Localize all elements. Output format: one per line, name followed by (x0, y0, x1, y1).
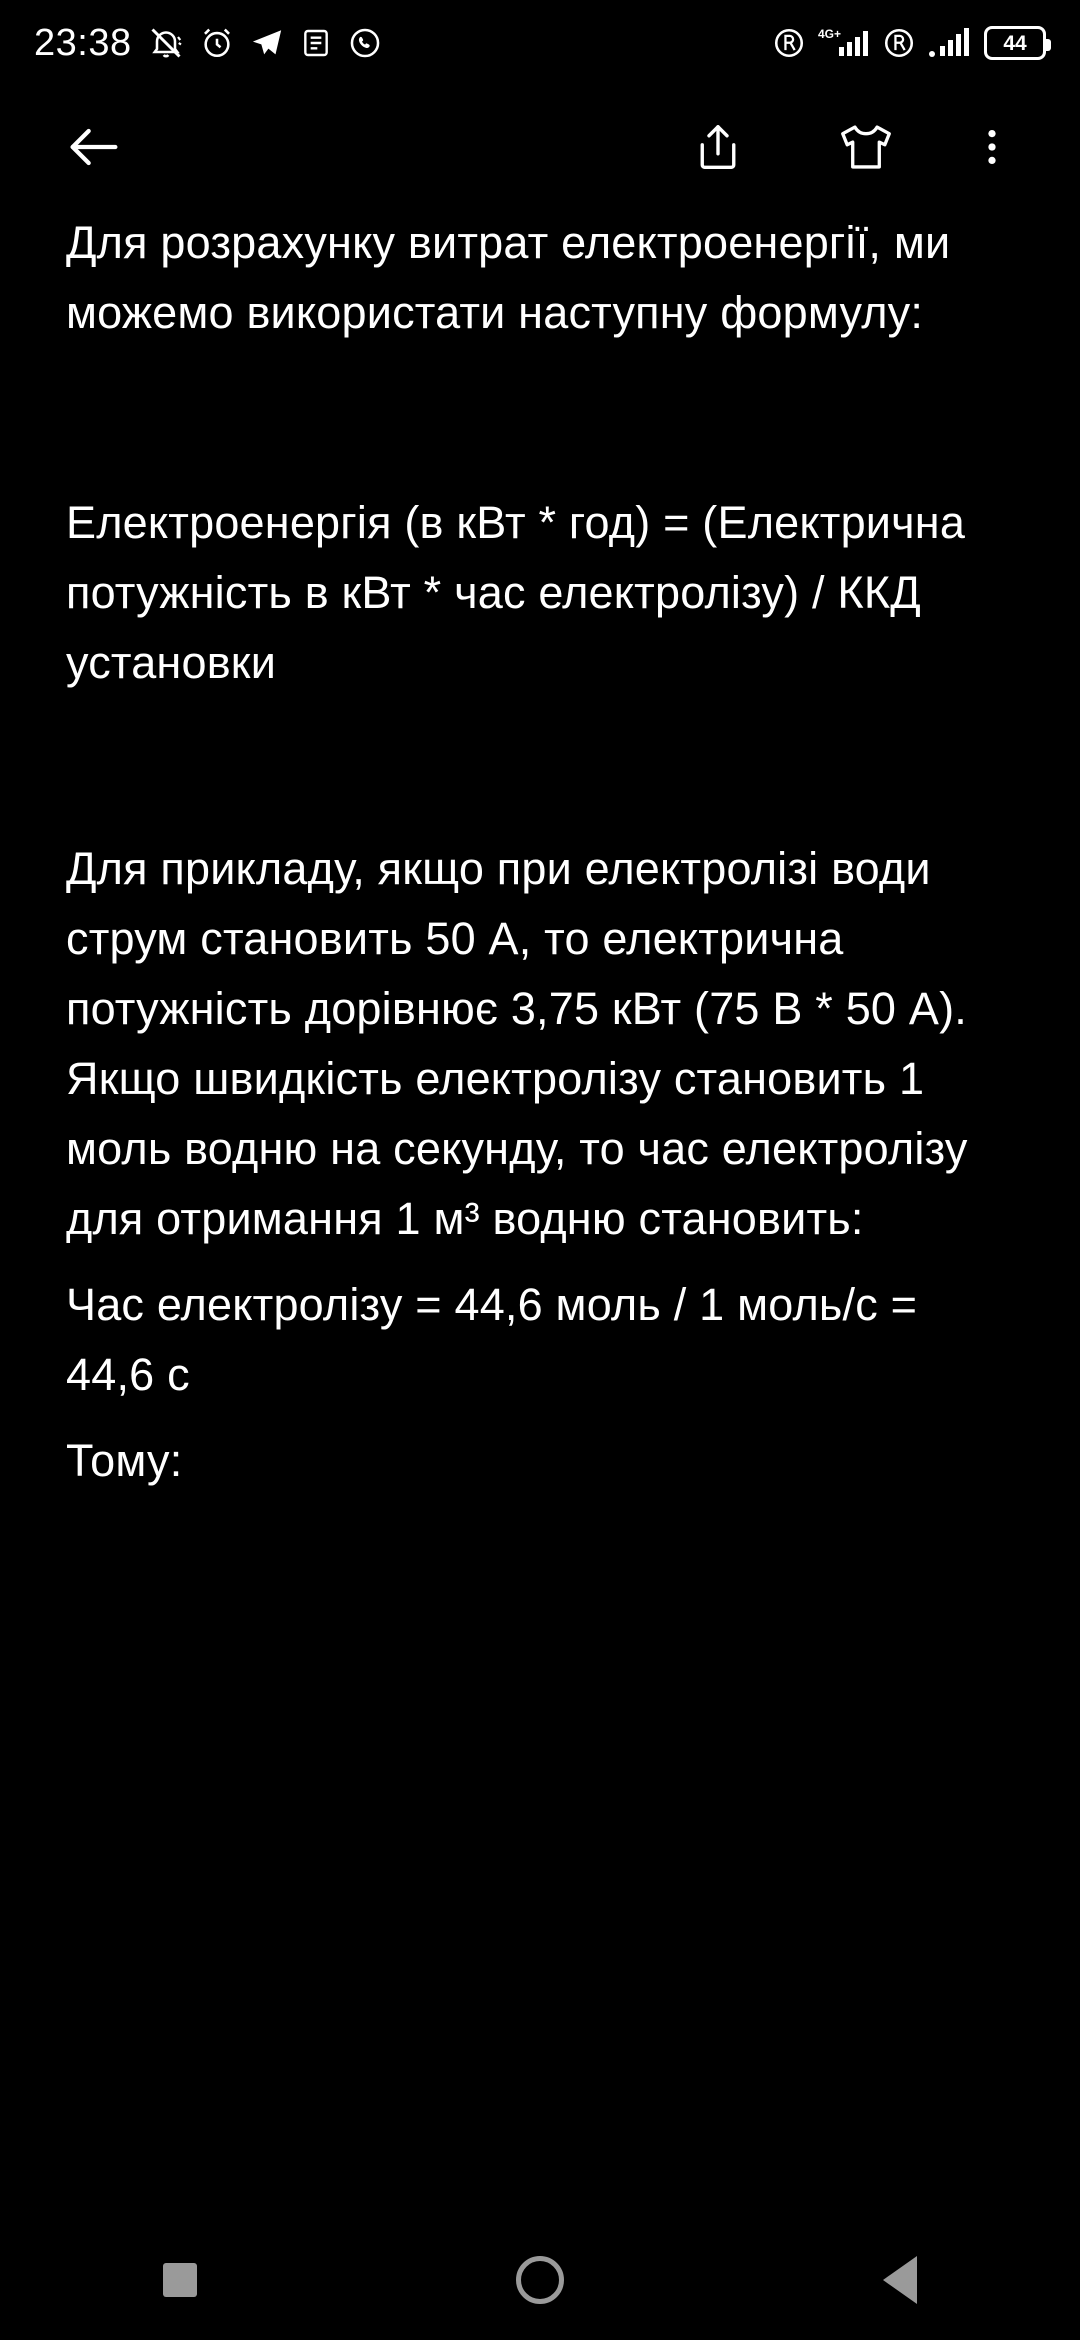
svg-text:4G+: 4G+ (818, 27, 842, 41)
paragraph-example: Для прикладу, якщо при електролізі води струм становить 50 А, то електрична потужність дорівнює 3,75 кВт (75 В * 50 А). Якщо швидкість електролізу становить 1 моль водню на секунду, то час електролізу для отримання 1 м³ водню становить: (66, 843, 981, 1244)
notes-icon (300, 27, 332, 59)
signal-4gplus-icon (818, 25, 870, 61)
tshirt-icon (835, 119, 897, 175)
overflow-menu-button[interactable] (940, 92, 1044, 202)
mute-vibrate-icon (148, 25, 184, 61)
app-bar-left (0, 115, 200, 179)
share-icon (691, 120, 745, 174)
dnd-r-icon (772, 26, 806, 60)
home-icon (516, 2256, 564, 2304)
recents-button[interactable] (90, 2220, 270, 2340)
telegram-icon (250, 26, 284, 60)
paragraph-spacer (66, 348, 1014, 488)
back-arrow-icon[interactable] (62, 115, 126, 179)
paragraph-formula-intro: Для розрахунку витрат електроенергії, ми можемо використати наступну формулу: (66, 217, 964, 338)
system-navigation-bar (0, 2220, 1080, 2340)
back-triangle-icon (883, 2256, 917, 2304)
battery-level: 44 (1003, 31, 1027, 55)
viber-icon (348, 26, 382, 60)
paragraph-spacer-3 (66, 1254, 1014, 1270)
tshirt-button[interactable] (792, 92, 940, 202)
app-bar (0, 86, 1080, 208)
status-bar (0, 0, 1080, 86)
share-button[interactable] (644, 92, 792, 202)
paragraph-formula: Електроенергія (в кВт * год) = (Електрична потужність в кВт * час електролізу) / ККД установки (66, 497, 978, 688)
battery-indicator (984, 26, 1046, 60)
signal-icon (928, 26, 972, 60)
paragraph-conclusion: Тому: (66, 1435, 183, 1486)
app-bar-actions (644, 92, 1080, 202)
alarm-icon (200, 26, 234, 60)
paragraph-spacer-4 (66, 1410, 1014, 1426)
paragraph-time-calc: Час електролізу = 44,6 моль / 1 моль/с = 44,6 с (66, 1279, 930, 1400)
dnd-r-icon-2 (882, 26, 916, 60)
status-bar-right (772, 25, 1046, 61)
status-bar-left (34, 24, 772, 62)
status-clock: 23:38 (34, 22, 132, 64)
article-content (0, 208, 1080, 1496)
paragraph-spacer-2 (66, 698, 1014, 834)
back-button[interactable] (810, 2220, 990, 2340)
recents-icon (163, 2263, 197, 2297)
more-vertical-icon (969, 124, 1015, 170)
home-button[interactable] (450, 2220, 630, 2340)
